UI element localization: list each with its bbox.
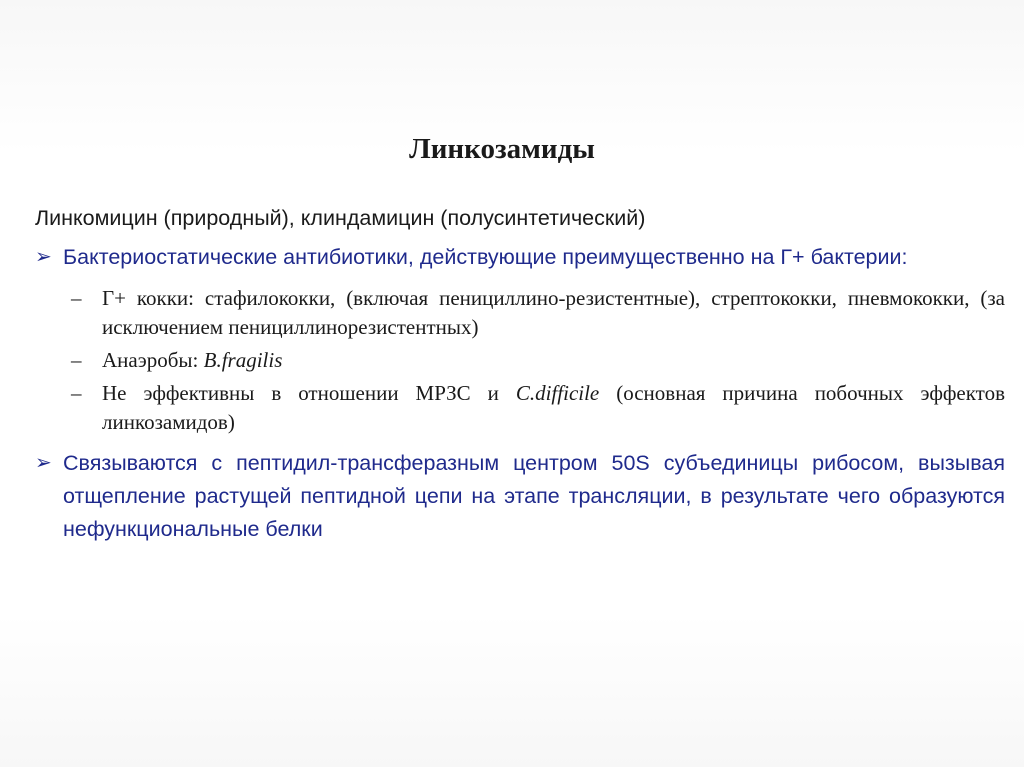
bullet-item: [35, 447, 1005, 546]
dash-bullet-icon: –: [71, 286, 82, 310]
bullet-text: Бактериостатические антибиотики, действующие преимущественно на Г+ бактерии:: [63, 245, 908, 269]
dash-bullet-icon: –: [71, 381, 82, 405]
bullet-text: Связываются с пептидил-трансферазным центром 50S субъединицы рибосом, вызывая отщепление растущей пептидной цепи на этапе трансляции, в результате чего образуются нефункциональные белки: [63, 451, 1005, 541]
sub-item: [35, 346, 1005, 375]
organism-name: C.difficile: [515, 381, 600, 405]
sub-item-text: Г+ кокки: стафилококки, (включая пенициллино-резистентные), стрептококки, пневмококки, (за исключением пенициллинорезистентных): [102, 286, 1005, 339]
arrow-bullet-icon: ➢: [35, 452, 52, 474]
sub-list: [35, 284, 1005, 437]
intro-line: Линкомицин (природный), клиндамицин (полусинтетический): [35, 206, 646, 230]
dash-bullet-icon: –: [71, 348, 82, 372]
sub-item-prefix: Анаэробы:: [102, 348, 204, 372]
arrow-bullet-icon: ➢: [35, 246, 52, 268]
sub-item-suffix: (основная причина побочных эффектов линкозамидов): [102, 381, 1005, 434]
sub-item: [35, 379, 1005, 437]
sub-item: [35, 284, 1005, 342]
bullet-item: [35, 241, 1005, 274]
slide-title: Линкозамиды: [409, 133, 595, 165]
organism-name: B.fragilis: [203, 348, 283, 372]
sub-item-prefix: Не эффективны в отношении МРЗС и: [102, 381, 516, 405]
slide-content: [35, 203, 1005, 546]
